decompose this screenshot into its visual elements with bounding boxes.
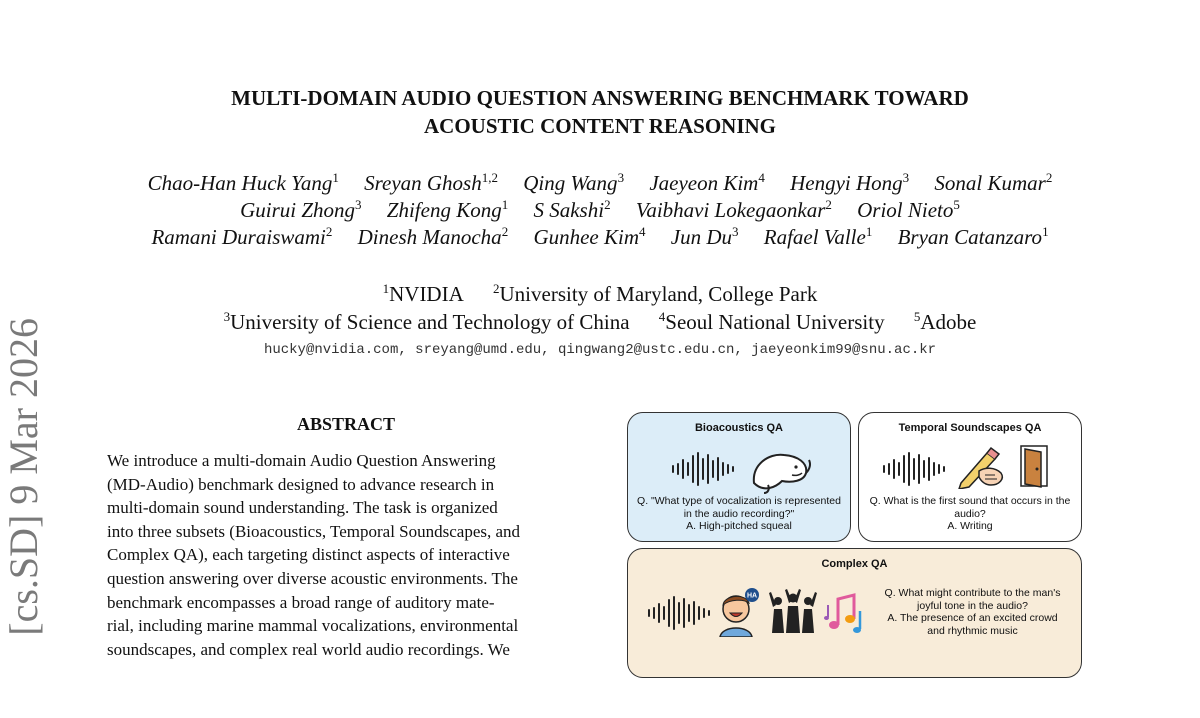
question-text: Q. "What type of vocalization is represented in the audio recording?" xyxy=(637,495,841,520)
abstract-line: multi-domain sound understanding. The task is organized xyxy=(107,498,498,518)
bioacoustics-question xyxy=(636,495,842,533)
affiliation: $^3$University of Science and Technology of China xyxy=(223,309,630,334)
abstract-line: benchmark encompasses a broad range of auditory mate- xyxy=(107,592,495,612)
author: Rafael Valle$^1$ xyxy=(763,224,873,249)
author: Zhifeng Kong$^1$ xyxy=(386,197,509,222)
email-list: hucky@nvidia.com, sreyang@umd.edu, qingwang2@ustc.edu.cn, jaeyeonkim99@snu.ac.kr xyxy=(263,342,937,358)
author: Oriol Nieto$^5$ xyxy=(857,197,960,222)
affiliation: $^2$University of Maryland, College Park xyxy=(493,281,818,306)
bioacoustics-title: Bioacoustics QA xyxy=(694,422,784,434)
writing-hand-icon xyxy=(955,445,1007,489)
laugh-badge: HA xyxy=(746,592,758,600)
abstract-heading: ABSTRACT xyxy=(296,414,396,434)
affiliations xyxy=(0,280,1200,336)
author: Jaeyeon Kim$^4$ xyxy=(649,170,765,195)
answer-text: A. The presence of an excited crowd and rhythmic music xyxy=(887,612,1058,637)
door-icon xyxy=(1017,443,1051,489)
author: Hengyi Hong$^3$ xyxy=(790,170,910,195)
author: Chao-Han Huck Yang$^1$ xyxy=(147,170,339,195)
waveform-icon xyxy=(670,451,736,487)
laughing-man-icon xyxy=(716,587,760,637)
bioacoustics-panel xyxy=(627,412,851,542)
author: Dinesh Manocha$^2$ xyxy=(357,224,509,249)
affiliation-line-2 xyxy=(0,308,1200,336)
author-list xyxy=(0,170,1200,251)
abstract-line: into three subsets (Bioacoustics, Temporal Soundscapes, and xyxy=(107,521,521,541)
complex-qa-panel xyxy=(627,548,1082,678)
title-line-1: MULTI-DOMAIN AUDIO QUESTION ANSWERING BENCHMARK TOWARD xyxy=(231,86,969,110)
author: Jun Du$^3$ xyxy=(670,224,739,249)
temporal-question xyxy=(867,495,1073,533)
author: Guirui Zhong$^3$ xyxy=(240,197,362,222)
affiliation: $^1$NVIDIA xyxy=(382,281,464,306)
abstract-line: soundscapes, and complex real world audio recordings. We xyxy=(107,639,510,659)
temporal-soundscapes-panel xyxy=(858,412,1082,542)
overview-figure xyxy=(627,410,1082,660)
abstract-line: Complex QA), each targeting distinct aspects of interactive xyxy=(107,545,510,565)
author-line-3 xyxy=(0,224,1200,251)
paper-title xyxy=(0,84,1200,140)
question-text: Q. What might contribute to the man's joyful tone in the audio? xyxy=(884,587,1061,612)
author-line-2 xyxy=(0,197,1200,224)
abstract-line: question answering over diverse acoustic environments. The xyxy=(107,568,518,588)
author: Sreyan Ghosh$^{1,2}$ xyxy=(364,170,498,195)
abstract-line: (MD-Audio) benchmark designed to advance research in xyxy=(107,474,495,494)
author-line-1 xyxy=(0,170,1200,197)
waveform-icon xyxy=(881,451,947,487)
answer-text: A. High-pitched squeal xyxy=(686,520,792,532)
affiliation: $^4$Seoul National University xyxy=(658,309,885,334)
question-text: Q. What is the first sound that occurs in the audio? xyxy=(869,495,1071,520)
affiliation: $^5$Adobe xyxy=(913,309,977,334)
complex-title: Complex QA xyxy=(821,558,888,570)
author: Gunhee Kim$^4$ xyxy=(533,224,646,249)
author: S Sakshi$^2$ xyxy=(533,197,611,222)
affiliation-line-1 xyxy=(0,280,1200,308)
beluga-whale-icon xyxy=(748,443,812,495)
author: Sonal Kumar$^2$ xyxy=(934,170,1053,195)
abstract-line: We introduce a multi-domain Audio Question Answering xyxy=(107,451,496,470)
waveform-icon xyxy=(646,595,712,631)
abstract-body xyxy=(107,449,585,661)
crowd-icon xyxy=(768,589,818,633)
author: Ramani Duraiswami$^2$ xyxy=(151,224,333,249)
author: Bryan Catanzaro$^1$ xyxy=(897,224,1049,249)
abstract-line: rial, including marine mammal vocalizations, environmental xyxy=(107,616,519,636)
title-line-2: ACOUSTIC CONTENT REASONING xyxy=(423,114,777,138)
complex-question xyxy=(878,587,1067,637)
author: Qing Wang$^3$ xyxy=(523,170,625,195)
temporal-title: Temporal Soundscapes QA xyxy=(898,422,1042,434)
arxiv-stamp: [cs.SD] 9 Mar 2026 xyxy=(1,318,46,636)
answer-text: A. Writing xyxy=(947,520,993,532)
author: Vaibhavi Lokegaonkar$^2$ xyxy=(635,197,832,222)
music-notes-icon xyxy=(824,591,868,635)
